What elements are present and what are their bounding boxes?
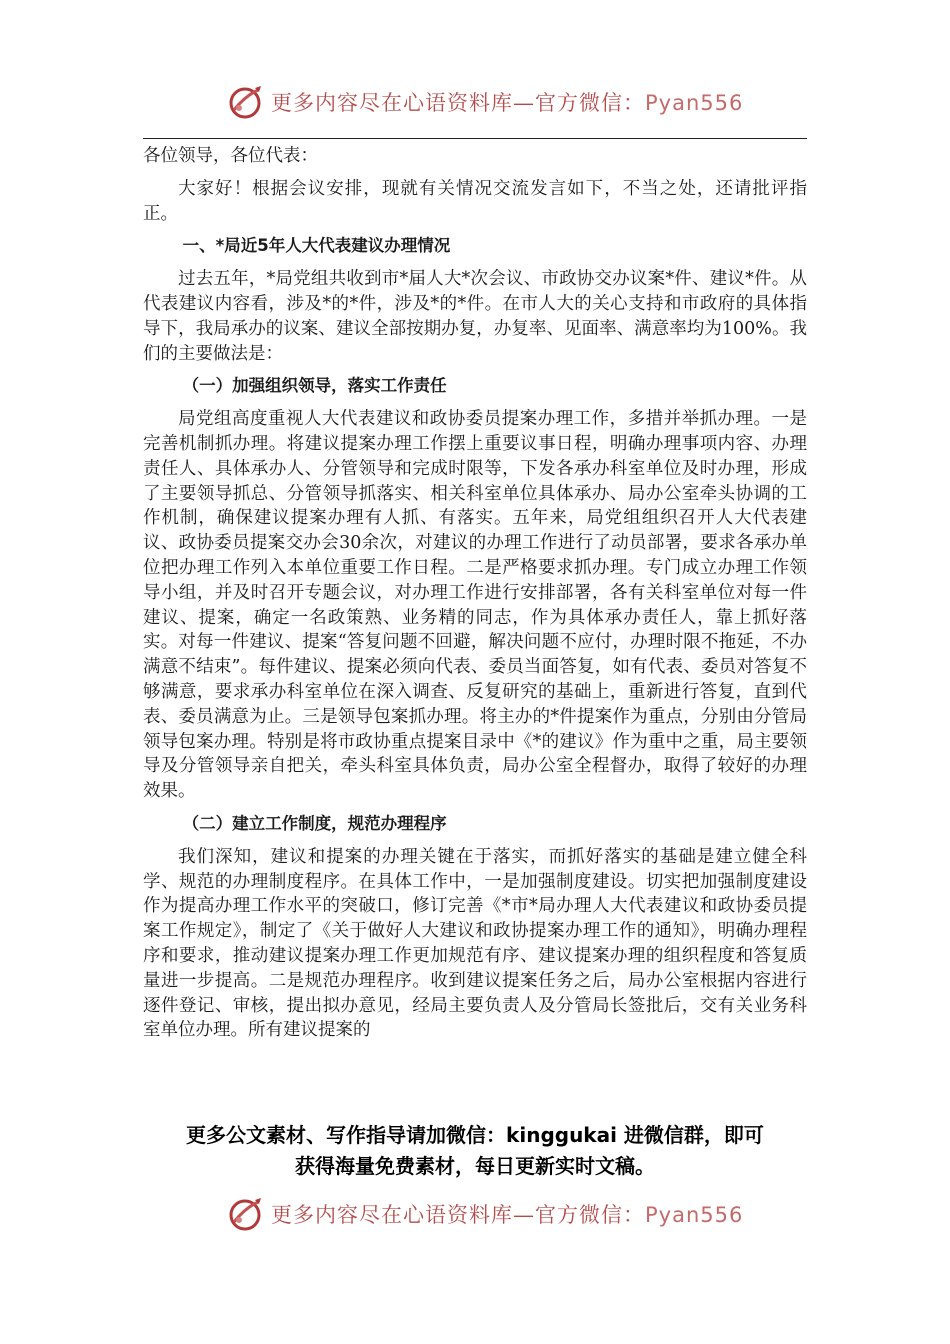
footer-banner [225,1192,744,1236]
paragraph-3: 我们深知，建议和提案的办理关键在于落实，而抓好落实的基础是建立健全科学、规范的办理制度程序。在具体工作中，一是加强制度建设。切实把加强制度建设作为提高办理工作水平的突破口，修订完善《*市*局办理人大代表建议和政协委员提案工作规定》，制定了《关于做好人大建议和政协提案办理工作的通知》，明确办理程序和要求，推动建议提案办理工作更加规范有序、建议提案办理的组织程度和答复质量进一步提高。二是规范办理程序。收到建议提案任务之后，局办公室根据内容进行逐件登记、审核，提出拟办意见，经局主要负责人及分管局长签批后，交有关业务科室单位办理。所有建议提案的 [143,846,807,1041]
paragraph-2: 局党组高度重视人大代表建议和政协委员提案办理工作，多措并举抓办理。一是完善机制抓办理。将建议提案办理工作摆上重要议事日程，明确办理事项内容、办理责任人、具体承办人、分管领导和完成时限等，下发各承办科室单位及时办理，形成了主要领导抓总、分管领导抓落实、相关科室单位具体承办、局办公室牵头协调的工作机制，确保建议提案办理有人抓、有落实。五年来，局党组组织召开人大代表建议、政协委员提案交办会30余次，对建议的办理工作进行了动员部署，要求各承办单位把办理工作列入本单位重要工作日程。二是严格要求抓办理。专门成立办理工作领导小组，并及时召开专题会议，对办理工作进行安排部署，各有关科室单位对每一件建议、提案，确定一名政策熟、业务精的同志，作为具体承办责任人，靠上抓好落实。对每一件建议、提案“答复问题不回避，解决问题不应付，办理时限不拖延，不办满意不结束”。每件建议、提案必须向代表、委员当面答复，如有代表、委员对答复不够满意，要求承办科室单位在深入调查、反复研究的基础上，重新进行答复，直到代表、委员满意为止。三是领导包案抓办理。将主办的*件提案作为重点，分别由分管局领导包案办理。特别是将市政协重点提案目录中《*的建议》作为重中之重，局主要领导及分管领导亲自把关，牵头科室具体负责，局办公室全程督办，取得了较好的办理效果。 [143,409,807,802]
header-banner-text [271,87,743,117]
promo-line-2: 获得海量免费素材，每日更新实时文稿。 [295,1154,655,1178]
subheading-1: （一）加强组织领导，落实工作责任 [182,376,447,396]
intro-paragraph: 大家好！根据会议安排，现就有关情况交流发言如下，不当之处，还请批评指正。 [143,178,807,224]
pen-swirl-logo-icon [225,1194,265,1234]
section-heading-1: 一、*局近5年人大代表建议办理情况 [182,236,451,256]
subheading-2: （二）建立工作制度，规范办理程序 [182,813,447,833]
header-divider [143,138,807,139]
header-banner [225,80,744,124]
document-body [143,144,807,1043]
pen-swirl-logo-icon [225,82,265,122]
footer-banner-main: 更多内容尽在心语资料库—官方微信： [271,1203,645,1227]
footer-wechat-id: Pyan556 [645,1203,744,1227]
header-wechat-id: Pyan556 [645,91,744,115]
header-banner-main: 更多内容尽在心语资料库—官方微信： [271,91,645,115]
promo-notice [120,1120,830,1182]
paragraph-1: 过去五年，*局党组共收到市*届人大*次会议、市政协交办议案*件、建议*件。从代表建议内容看，涉及*的*件，涉及*的*件。在市人大的关心支持和市政府的具体指导下，我局承办的议案、建议全部按期办复，办复率、见面率、满意率均为100%。我们的主要做法是： [143,269,807,364]
footer-banner-text [271,1199,743,1229]
salutation: 各位领导，各位代表： [143,146,318,166]
promo-line-1: 更多公文素材、写作指导请加微信：kinggukai 进微信群，即可 [186,1123,764,1147]
